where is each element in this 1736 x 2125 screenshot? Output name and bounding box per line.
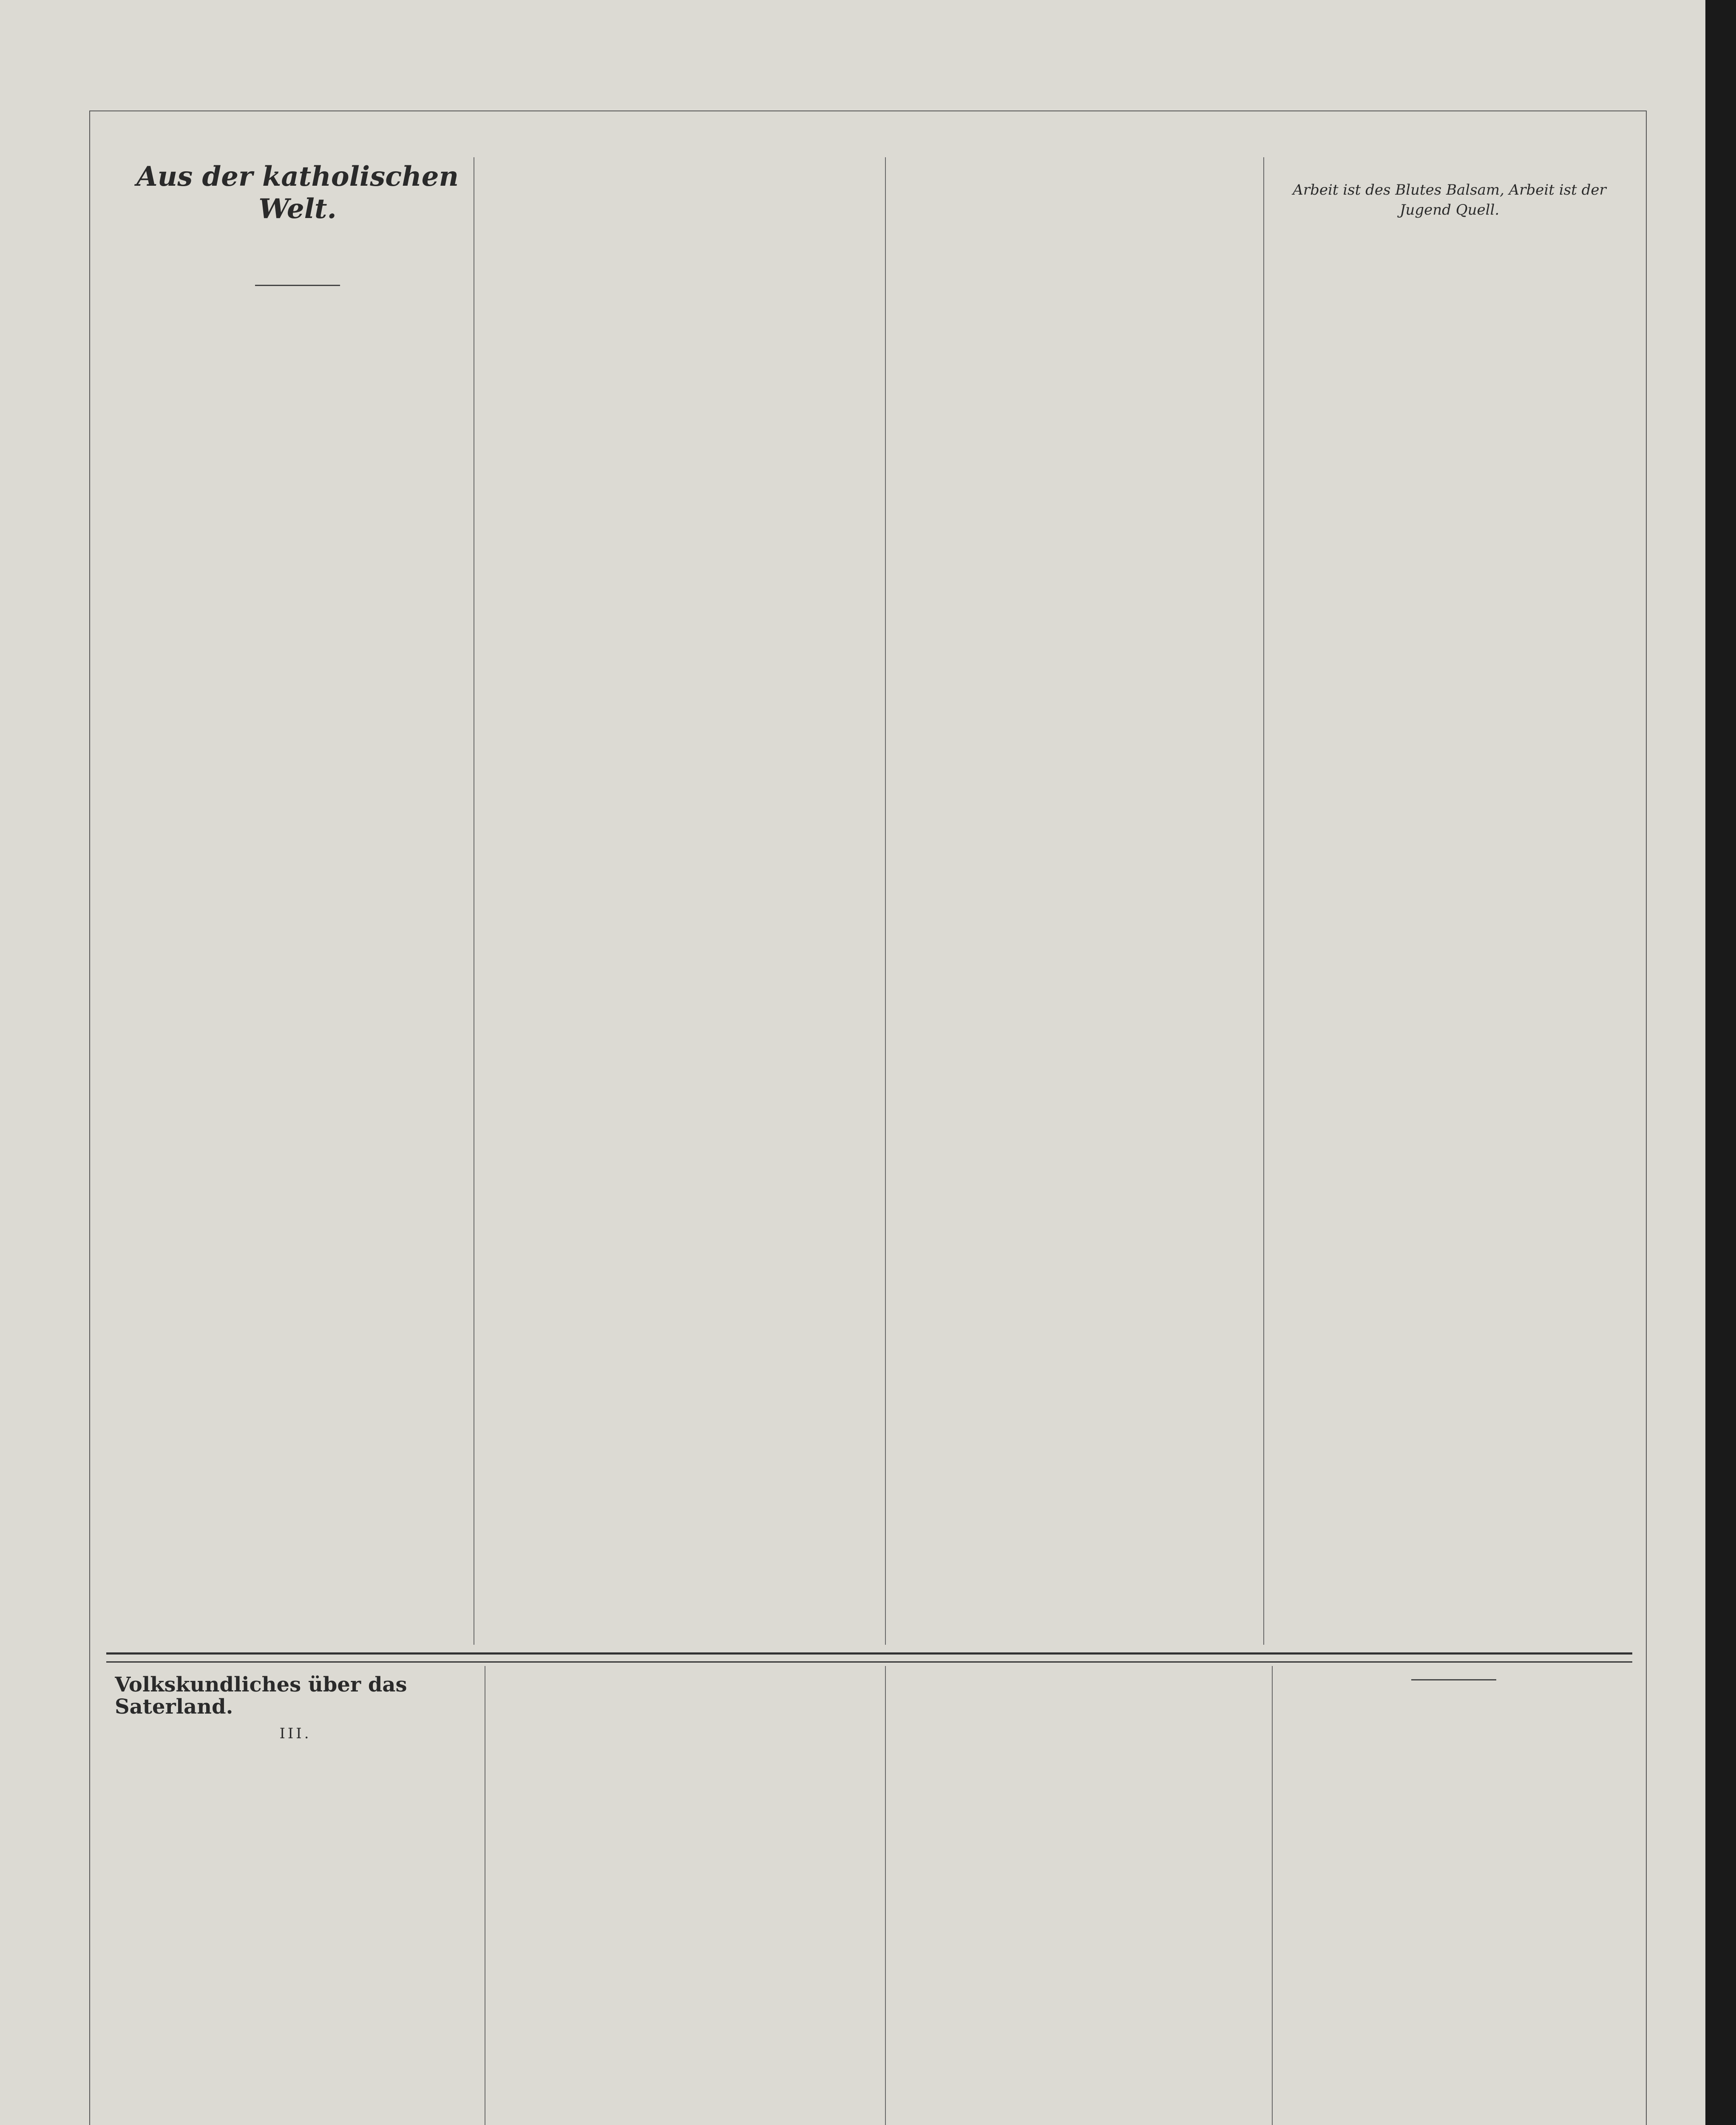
notice-text	[1279, 1695, 1628, 1696]
paragraph	[493, 1670, 878, 1671]
paragraph	[128, 263, 468, 264]
column-rule	[1263, 157, 1264, 1645]
upper-column-2	[482, 157, 878, 1645]
column-rule	[1272, 1666, 1273, 2125]
paragraph	[893, 157, 1256, 158]
paragraph	[893, 171, 1256, 172]
section-heading: Aus der katholischen Welt.	[136, 161, 459, 225]
paragraph	[482, 171, 878, 172]
scan-edge	[1705, 0, 1736, 2125]
upper-column-4	[1271, 157, 1628, 1645]
paragraph	[1271, 247, 1628, 248]
divider	[1411, 1679, 1496, 1680]
lower-column-2	[493, 1670, 878, 2125]
divider	[255, 285, 340, 286]
column-rule	[885, 157, 886, 1645]
article-heading: Volkskundliches über das Saterland.	[115, 1673, 407, 1719]
section-number: III.	[279, 1725, 312, 1742]
upper-column-1	[128, 153, 468, 1649]
paragraph	[128, 296, 468, 297]
column-rule	[885, 1666, 886, 2125]
lower-column-1	[115, 1670, 476, 2125]
paragraph	[1271, 233, 1628, 234]
paragraph	[893, 1670, 1265, 1671]
verse-quote: Arbeit ist des Blutes Balsam, Arbeit ist der Jugend Quell.	[1293, 181, 1606, 218]
paragraph	[482, 157, 878, 158]
paragraph	[1271, 171, 1628, 172]
lower-column-4	[1279, 1670, 1628, 2125]
paragraph	[1271, 157, 1628, 158]
paragraph	[128, 250, 468, 251]
paragraph	[893, 185, 1256, 186]
paragraph	[482, 185, 878, 186]
section-divider	[106, 1652, 1632, 1663]
upper-column-3	[893, 157, 1256, 1645]
paragraph	[1279, 1670, 1628, 1671]
lower-column-3	[893, 1670, 1265, 2125]
